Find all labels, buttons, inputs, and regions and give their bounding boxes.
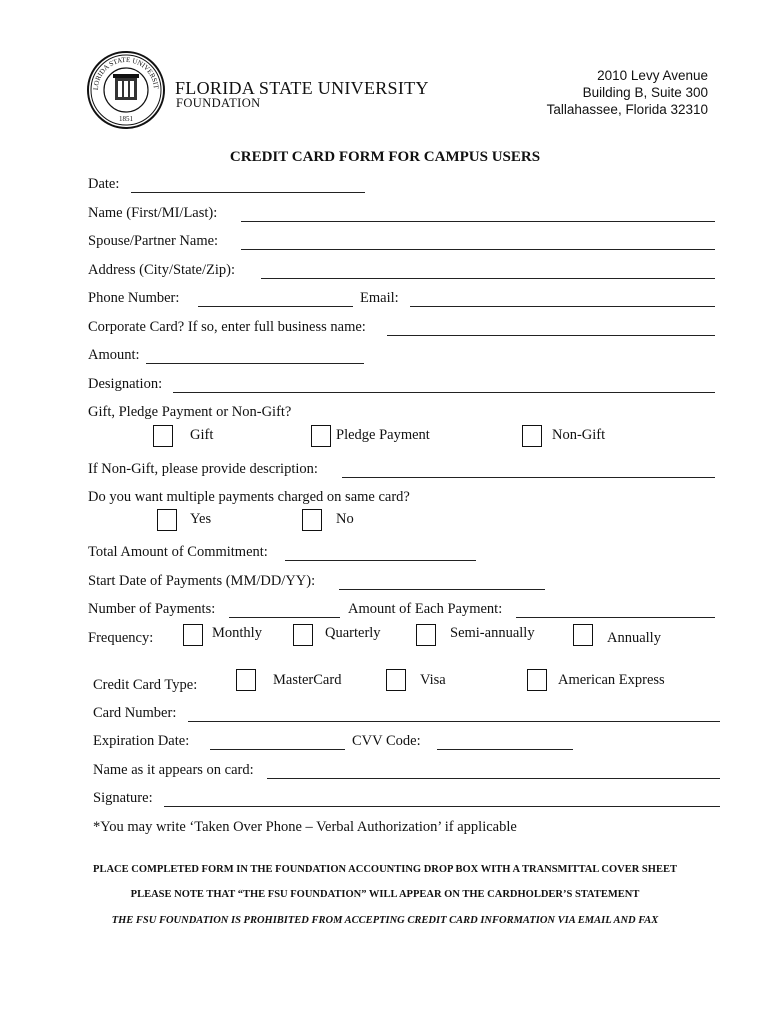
address-label: Address (City/State/Zip):	[88, 262, 235, 278]
footer-prohibited-notice: THE FSU FOUNDATION IS PROHIBITED FROM ACCEPTING CREDIT CARD INFORMATION VIA EMAIL AND FAX	[111, 915, 659, 926]
corporate-label: Corporate Card? If so, enter full business name:	[88, 319, 366, 335]
name-on-card-field[interactable]	[267, 778, 720, 779]
spouse-label: Spouse/Partner Name:	[88, 233, 219, 249]
name-on-card-label: Name as it appears on card:	[93, 762, 254, 778]
card-number-field[interactable]	[188, 721, 720, 722]
amount-field[interactable]	[146, 363, 364, 364]
visa-option-label: Visa	[420, 672, 446, 688]
fsu-seal-logo	[86, 50, 166, 130]
address-line-2: Building B, Suite 300	[582, 85, 708, 100]
no-checkbox[interactable]	[302, 509, 322, 531]
foundation-address	[547, 67, 708, 118]
semi-annually-checkbox[interactable]	[416, 624, 436, 646]
annually-option-label: Annually	[607, 630, 661, 646]
american-express-checkbox[interactable]	[527, 669, 547, 691]
spouse-field[interactable]	[241, 249, 715, 250]
expiration-label: Expiration Date:	[93, 733, 190, 749]
gift-question: Gift, Pledge Payment or Non-Gift?	[88, 404, 292, 420]
address-line-3: Tallahassee, Florida 32310	[546, 102, 708, 117]
gift-option-label: Gift	[190, 427, 214, 443]
start-date-label: Start Date of Payments (MM/DD/YY):	[88, 573, 316, 589]
amount-label: Amount:	[88, 347, 140, 363]
org-name: FLORIDA STATE UNIVERSITY	[175, 78, 429, 98]
start-date-field[interactable]	[339, 589, 545, 590]
form-title: CREDIT CARD FORM FOR CAMPUS USERS	[229, 149, 541, 165]
non-gift-checkbox[interactable]	[522, 425, 542, 447]
card-type-label: Credit Card Type:	[93, 677, 198, 693]
non-gift-option-label: Non-Gift	[552, 427, 606, 443]
nongift-desc-label: If Non-Gift, please provide description:	[88, 461, 318, 477]
address-field[interactable]	[261, 278, 715, 279]
seal-text: LORIDA STATE UNIVERSIT	[91, 55, 161, 91]
total-commitment-field[interactable]	[285, 560, 476, 561]
org-subtitle: FOUNDATION	[176, 96, 261, 110]
annually-checkbox[interactable]	[573, 624, 593, 646]
date-label: Date:	[88, 176, 120, 192]
pledge-payment-option-label: Pledge Payment	[336, 427, 430, 443]
semi-annually-option-label: Semi-annually	[450, 625, 535, 641]
quarterly-checkbox[interactable]	[293, 624, 313, 646]
gift-checkbox[interactable]	[153, 425, 173, 447]
footer-statement-notice: PLEASE NOTE THAT “THE FSU FOUNDATION” WILL APPEAR ON THE CARDHOLDER’S STATEMENT	[130, 889, 640, 900]
cvv-label: CVV Code:	[352, 733, 421, 749]
each-payment-field[interactable]	[516, 617, 715, 618]
american-express-option-label: American Express	[558, 672, 665, 688]
pledge-payment-checkbox[interactable]	[311, 425, 331, 447]
corporate-field[interactable]	[387, 335, 715, 336]
email-label: Email:	[360, 290, 399, 306]
quarterly-option-label: Quarterly	[325, 625, 381, 641]
seal-year: 1851	[119, 115, 133, 123]
monthly-option-label: Monthly	[212, 625, 262, 641]
mastercard-option-label: MasterCard	[273, 672, 342, 688]
designation-field[interactable]	[173, 392, 715, 393]
no-option-label: No	[336, 511, 354, 527]
phone-field[interactable]	[198, 306, 353, 307]
num-payments-field[interactable]	[229, 617, 340, 618]
nongift-desc-field[interactable]	[342, 477, 715, 478]
num-payments-label: Number of Payments:	[88, 601, 216, 617]
mastercard-checkbox[interactable]	[236, 669, 256, 691]
footer-dropbox-notice: PLACE COMPLETED FORM IN THE FOUNDATION ACCOUNTING DROP BOX WITH A TRANSMITTAL COVER SHEET	[93, 864, 677, 875]
phone-label: Phone Number:	[88, 290, 180, 306]
visa-checkbox[interactable]	[386, 669, 406, 691]
verbal-authorization-note: *You may write ‘Taken Over Phone – Verbal Authorization’ if applicable	[93, 819, 517, 835]
each-payment-label: Amount of Each Payment:	[348, 601, 503, 617]
cvv-field[interactable]	[437, 749, 573, 750]
total-commitment-label: Total Amount of Commitment:	[88, 544, 268, 560]
expiration-field[interactable]	[210, 749, 345, 750]
name-field[interactable]	[241, 221, 715, 222]
yes-checkbox[interactable]	[157, 509, 177, 531]
email-field[interactable]	[410, 306, 715, 307]
yes-option-label: Yes	[190, 511, 212, 527]
monthly-checkbox[interactable]	[183, 624, 203, 646]
address-line-1: 2010 Levy Avenue	[597, 68, 708, 83]
frequency-label: Frequency:	[88, 630, 154, 646]
name-label: Name (First/MI/Last):	[88, 205, 218, 221]
date-field[interactable]	[131, 192, 365, 193]
signature-field[interactable]	[164, 806, 720, 807]
multiple-question: Do you want multiple payments charged on same card?	[88, 489, 410, 505]
signature-label: Signature:	[93, 790, 153, 806]
card-number-label: Card Number:	[93, 705, 177, 721]
designation-label: Designation:	[88, 376, 163, 392]
